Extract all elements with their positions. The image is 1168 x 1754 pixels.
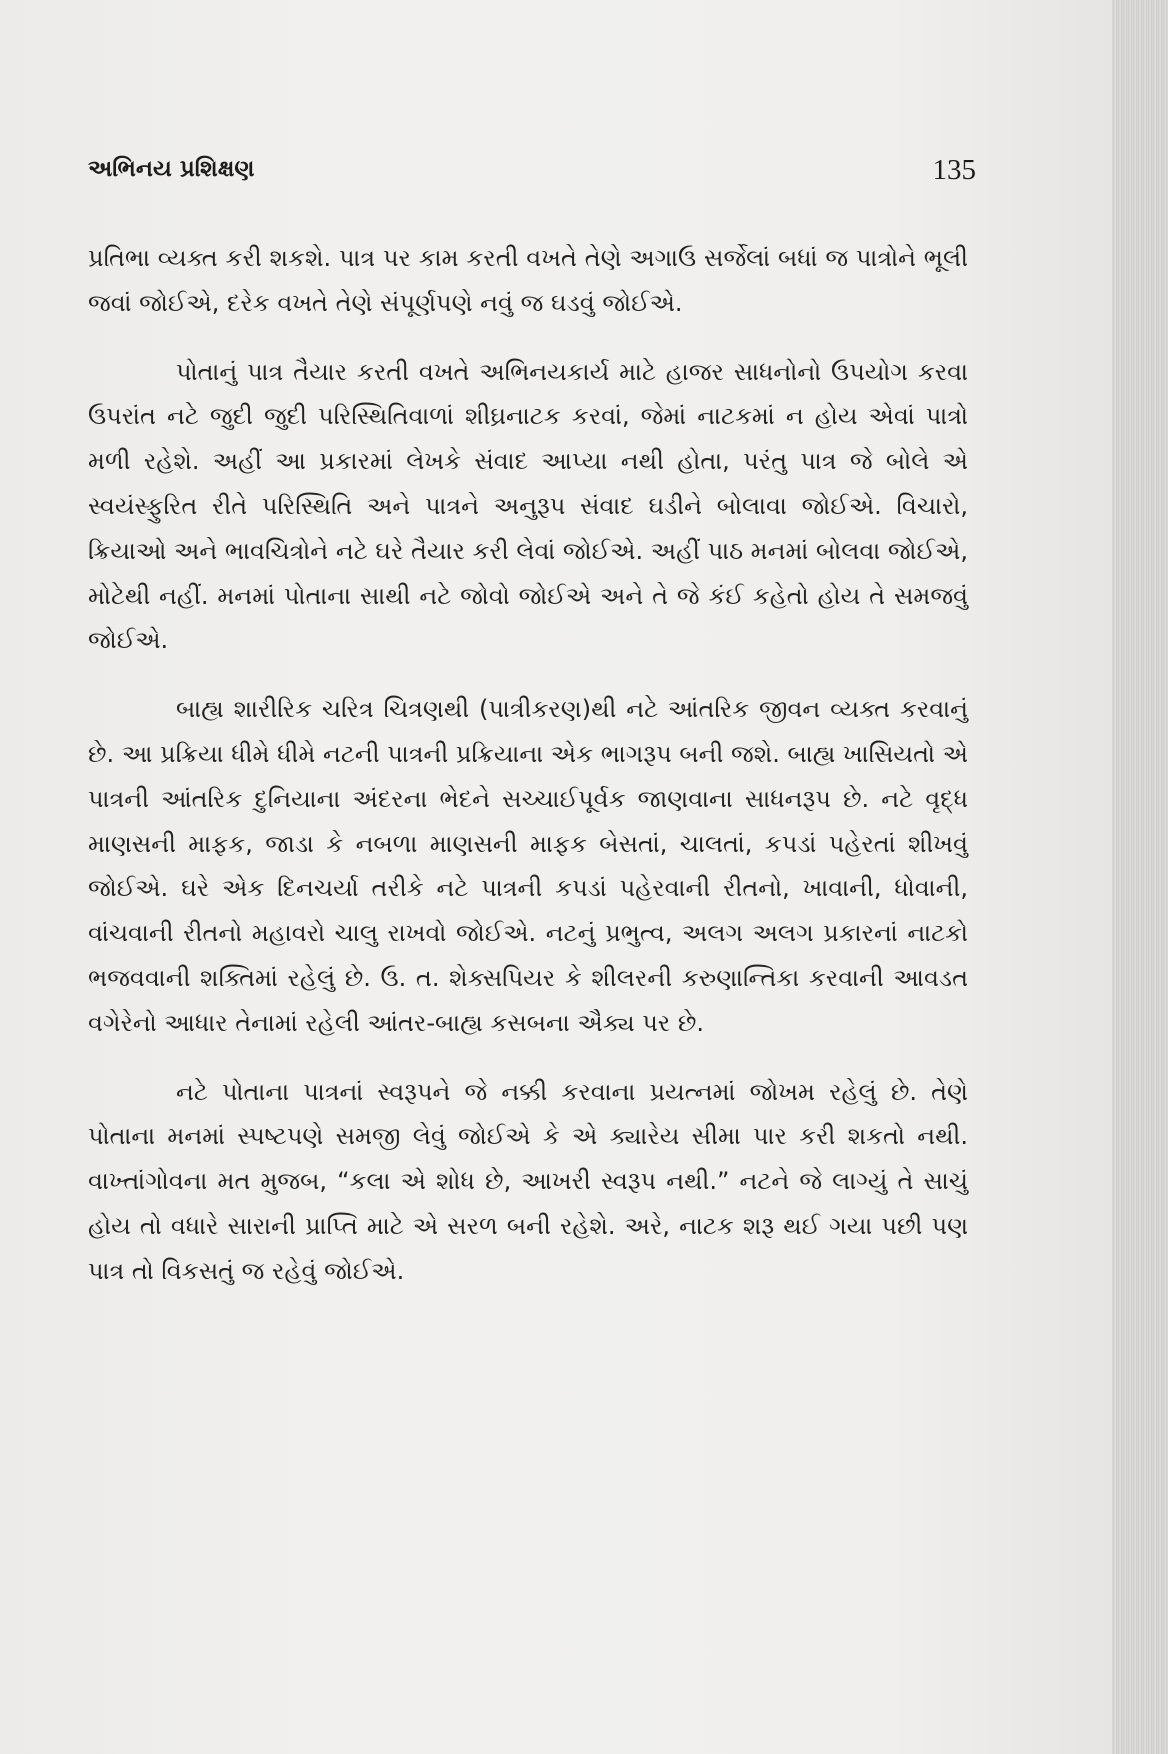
page-number: 135 [932,154,976,186]
body-text [88,236,968,1294]
paragraph-2: પોતાનું પાત્ર તૈયાર કરતી વખતે અભિનયકાર્ય માટે હાજર સાધનોનો ઉપયોગ કરવા ઉપરાંત નટે જુદી જુદી પરિસ્થિતિવાળાં શીઘ્રનાટક કરવાં, જેમાં નાટકમાં ન હોય એવાં પાત્રો મળી રહેશે. અહીં આ પ્રકારમાં લેખકે સંવાદ આપ્યા નથી હોતા, પરંતુ પાત્ર જે બોલે એ સ્વયંસ્ફુરિત રીતે પરિસ્થિતિ અને પાત્રને અનુરૂપ સંવાદ ઘડીને બોલાવા જોઈએ. વિચારો, ક્રિયાઓ અને ભાવચિત્રોને નટે ઘરે તૈયાર કરી લેવાં જોઈએ. અહીં પાઠ મનમાં બોલવા જોઈએ, મોટેથી નહીં. મનમાં પોતાના સાથી નટે જોવો જોઈએ અને તે જે કંઈ કહેતો હોય તે સમજવું જોઈએ. [88,357,969,655]
page-edges [1112,0,1168,1754]
running-title: અભિનય પ્રશિક્ષણ [88,156,255,182]
running-head [88,154,976,194]
paragraph-1: પ્રતિભા વ્યક્ત કરી શકશે. પાત્ર પર કામ કરતી વખતે તેણે અગાઉ સર્જેલાં બધાં જ પાત્રોને ભૂલી જવાં જોઈએ, દરેક વખતે તેણે સંપૂર્ણપણે નવું જ ઘડવું જોઈએ. [88,244,968,317]
paragraph-4: નટે પોતાના પાત્રનાં સ્વરૂપને જે નક્કી કરવાના પ્રયત્નમાં જોખમ રહેલું છે. તેણે પોતાના મનમાં સ્પષ્ટપણે સમજી લેવું જોઈએ કે એ ક્યારેય સીમા પાર કરી શકતો નથી. વાખ્તાંગોવના મત મુજબ, “કલા એ શોધ છે, આખરી સ્વરૂપ નથી.” નટને જે લાગ્યું તે સાચું હોય તો વધારે સારાની પ્રાપ્તિ માટે એ સરળ બની રહેશે. અરે, નાટક શરૂ થઈ ગયા પછી પણ પાત્ર તો વિકસતું જ રહેવું જોઈએ. [88,1077,968,1285]
paragraph-3: બાહ્ય શારીરિક ચરિત્ર ચિત્રણથી (પાત્રીકરણ)થી નટે આંતરિક જીવન વ્યક્ત કરવાનું છે. આ પ્રક્રિયા ધીમે ધીમે નટની પાત્રની પ્રક્રિયાના એક ભાગરૂપ બની જશે. બાહ્ય ખાસિયતો એ પાત્રની આંતરિક દુનિયાના અંદરના ભેદને સચ્ચાઈપૂર્વક જાણવાના સાધનરૂપ છે. નટે વૃદ્ધ માણસની માફક, જાડા કે નબળા માણસની માફક બેસતાં, ચાલતાં, કપડાં પહેરતાં શીખવું જોઈએ. ઘરે એક દિનચર્યા તરીકે નટે પાત્રની કપડાં પહેરવાની રીતનો, ખાવાની, ધોવાની, વાંચવાની રીતનો મહાવરો ચાલુ રાખવો જોઈએ. નટનું પ્રભુત્વ, અલગ અલગ પ્રકારનાં નાટકો ભજવવાની શક્તિમાં રહેલું છે. ઉ. ત. શેક્સપિયર કે શીલરની કરુણાન્તિકા કરવાની આવડત વગેરેનો આધાર તેનામાં રહેલી આંતર-બાહ્ય કસબના ઐક્ય પર છે. [88,695,968,1037]
